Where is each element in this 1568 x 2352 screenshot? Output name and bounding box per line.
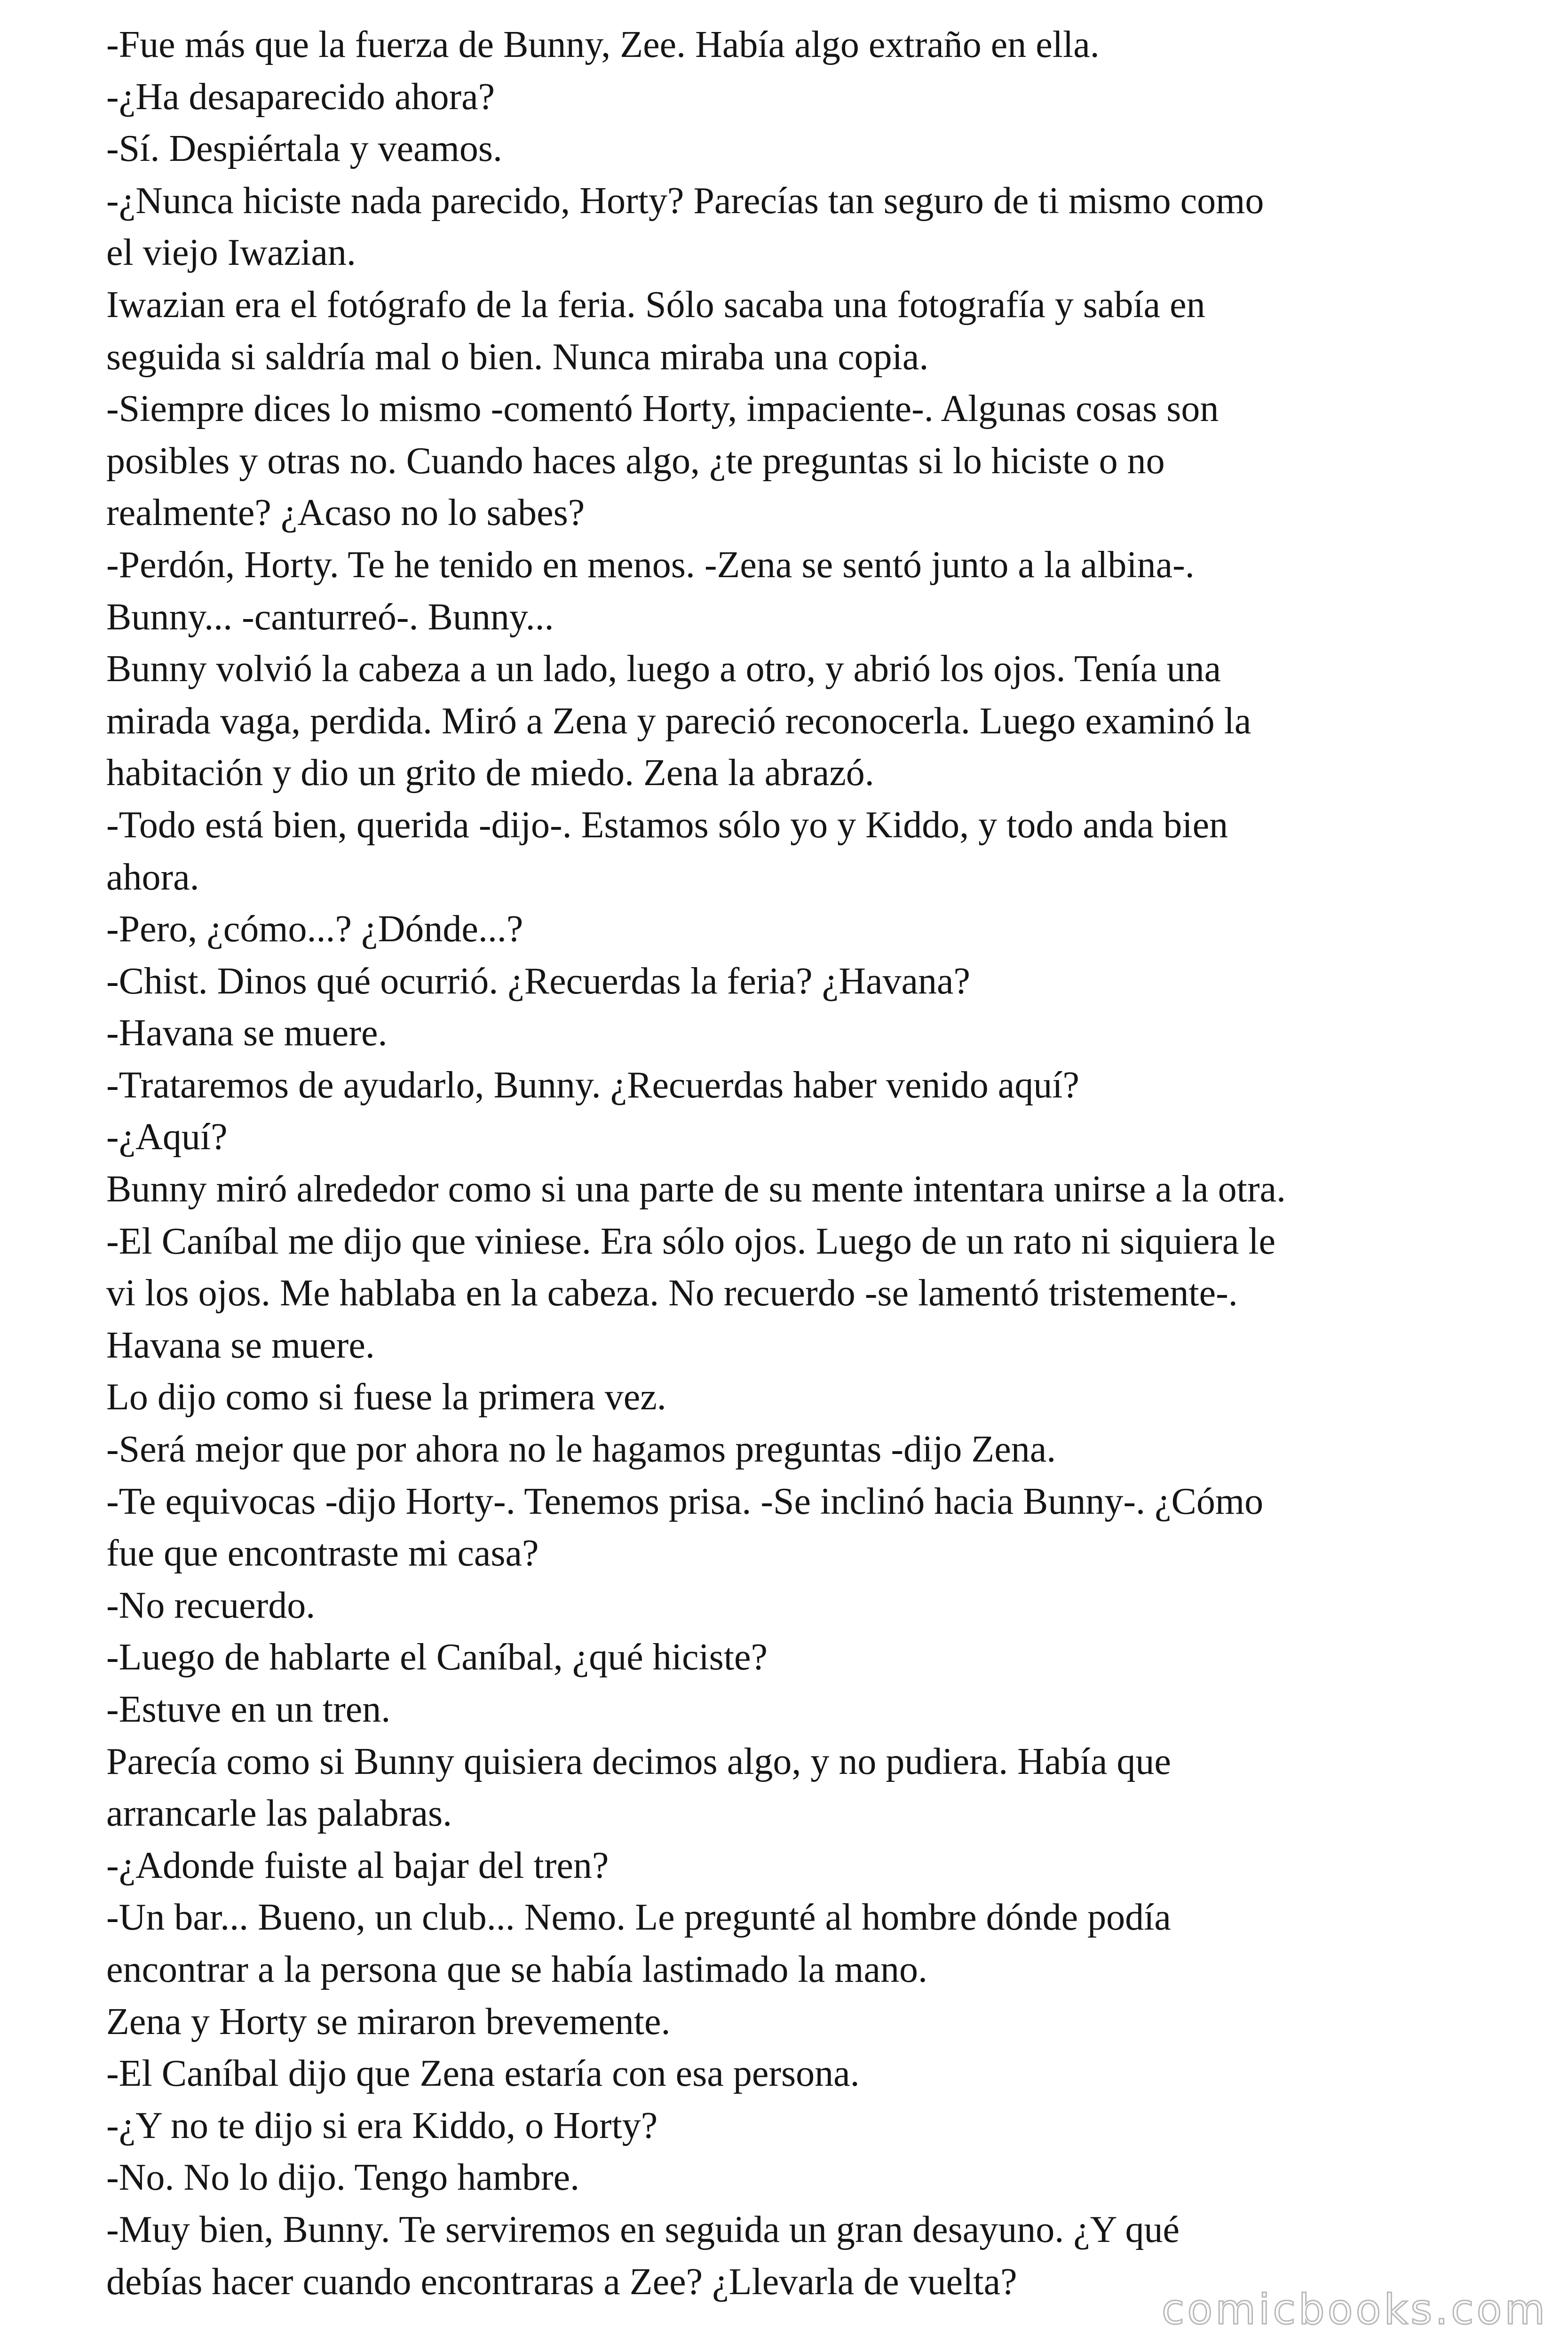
text-line: arrancarle las palabras. — [106, 1793, 452, 1835]
text-line: Lo dijo como si fuese la primera vez. — [106, 1376, 666, 1418]
text-line: Iwazian era el fotógrafo de la feria. Sólo sacaba una fotografía y sabía en — [106, 284, 1205, 326]
text-line: -Sí. Despiértala y veamos. — [106, 128, 502, 170]
text-line: -Trataremos de ayudarlo, Bunny. ¿Recuerdas haber venido aquí? — [106, 1064, 1079, 1106]
text-line: Havana se muere. — [106, 1324, 375, 1366]
text-line: seguida si saldría mal o bien. Nunca miraba una copia. — [106, 336, 929, 378]
text-line: Bunny volvió la cabeza a un lado, luego a otro, y abrió los ojos. Tenía una — [106, 648, 1221, 690]
text-line: -Será mejor que por ahora no le hagamos preguntas -dijo Zena. — [106, 1429, 1056, 1470]
text-line: encontrar a la persona que se había lastimado la mano. — [106, 1948, 927, 1990]
text-line: Bunny miró alrededor como si una parte de su mente intentara unirse a la otra. — [106, 1168, 1286, 1210]
text-line: habitación y dio un grito de miedo. Zena la abrazó. — [106, 752, 874, 794]
text-line: -Estuve en un tren. — [106, 1689, 391, 1730]
text-line: fue que encontraste mi casa? — [106, 1533, 539, 1574]
text-line: -El Caníbal me dijo que viniese. Era sólo ojos. Luego de un rato ni siquiera le — [106, 1220, 1276, 1262]
text-line: ahora. — [106, 856, 199, 898]
text-line: -Un bar... Bueno, un club... Nemo. Le pregunté al hombre dónde podía — [106, 1897, 1171, 1939]
text-line: Zena y Horty se miraron brevemente. — [106, 2001, 671, 2042]
text-line: -¿Nunca hiciste nada parecido, Horty? Parecías tan seguro de ti mismo como — [106, 180, 1264, 222]
text-line: -No. No lo dijo. Tengo hambre. — [106, 2157, 580, 2199]
text-line: -Havana se muere. — [106, 1012, 388, 1054]
text-line: -Todo está bien, querida -dijo-. Estamos sólo yo y Kiddo, y todo anda bien — [106, 804, 1228, 846]
watermark: comicbooks.com — [1162, 2285, 1548, 2334]
text-line: -Perdón, Horty. Te he tenido en menos. -Zena se sentó junto a la albina-. — [106, 544, 1195, 586]
text-line: -¿Aquí? — [106, 1116, 228, 1158]
text-line: posibles y otras no. Cuando haces algo, ¿te preguntas si lo hiciste o no — [106, 440, 1165, 482]
text-line: -¿Ha desaparecido ahora? — [106, 76, 495, 118]
text-line: mirada vaga, perdida. Miró a Zena y pareció reconocerla. Luego examinó la — [106, 700, 1251, 742]
text-line: -Pero, ¿cómo...? ¿Dónde...? — [106, 908, 523, 950]
text-line: vi los ojos. Me hablaba en la cabeza. No recuerdo -se lamentó tristemente-. — [106, 1272, 1238, 1314]
text-line: -Muy bien, Bunny. Te serviremos en seguida un gran desayuno. ¿Y qué — [106, 2209, 1180, 2250]
text-line: Parecía como si Bunny quisiera decimos algo, y no pudiera. Había que — [106, 1740, 1171, 1782]
text-line: -Chist. Dinos qué ocurrió. ¿Recuerdas la feria? ¿Havana? — [106, 960, 970, 1002]
text-line: -El Caníbal dijo que Zena estaría con esa persona. — [106, 2053, 860, 2095]
text-line: el viejo Iwazian. — [106, 232, 356, 274]
body-text — [106, 19, 1517, 2308]
text-line: -¿Y no te dijo si era Kiddo, o Horty? — [106, 2105, 658, 2146]
text-line: -Siempre dices lo mismo -comentó Horty, impaciente-. Algunas cosas son — [106, 388, 1219, 430]
text-line: Bunny... -canturreó-. Bunny... — [106, 596, 554, 638]
text-line: -No recuerdo. — [106, 1584, 316, 1626]
text-line: realmente? ¿Acaso no lo sabes? — [106, 492, 585, 534]
text-line: -Fue más que la fuerza de Bunny, Zee. Había algo extraño en ella. — [106, 24, 1100, 65]
text-line: debías hacer cuando encontraras a Zee? ¿Llevarla de vuelta? — [106, 2261, 1017, 2303]
text-line: -¿Adonde fuiste al bajar del tren? — [106, 1844, 609, 1886]
text-line: -Te equivocas -dijo Horty-. Tenemos prisa. -Se inclinó hacia Bunny-. ¿Cómo — [106, 1480, 1264, 1522]
text-line: -Luego de hablarte el Caníbal, ¿qué hiciste? — [106, 1637, 768, 1678]
